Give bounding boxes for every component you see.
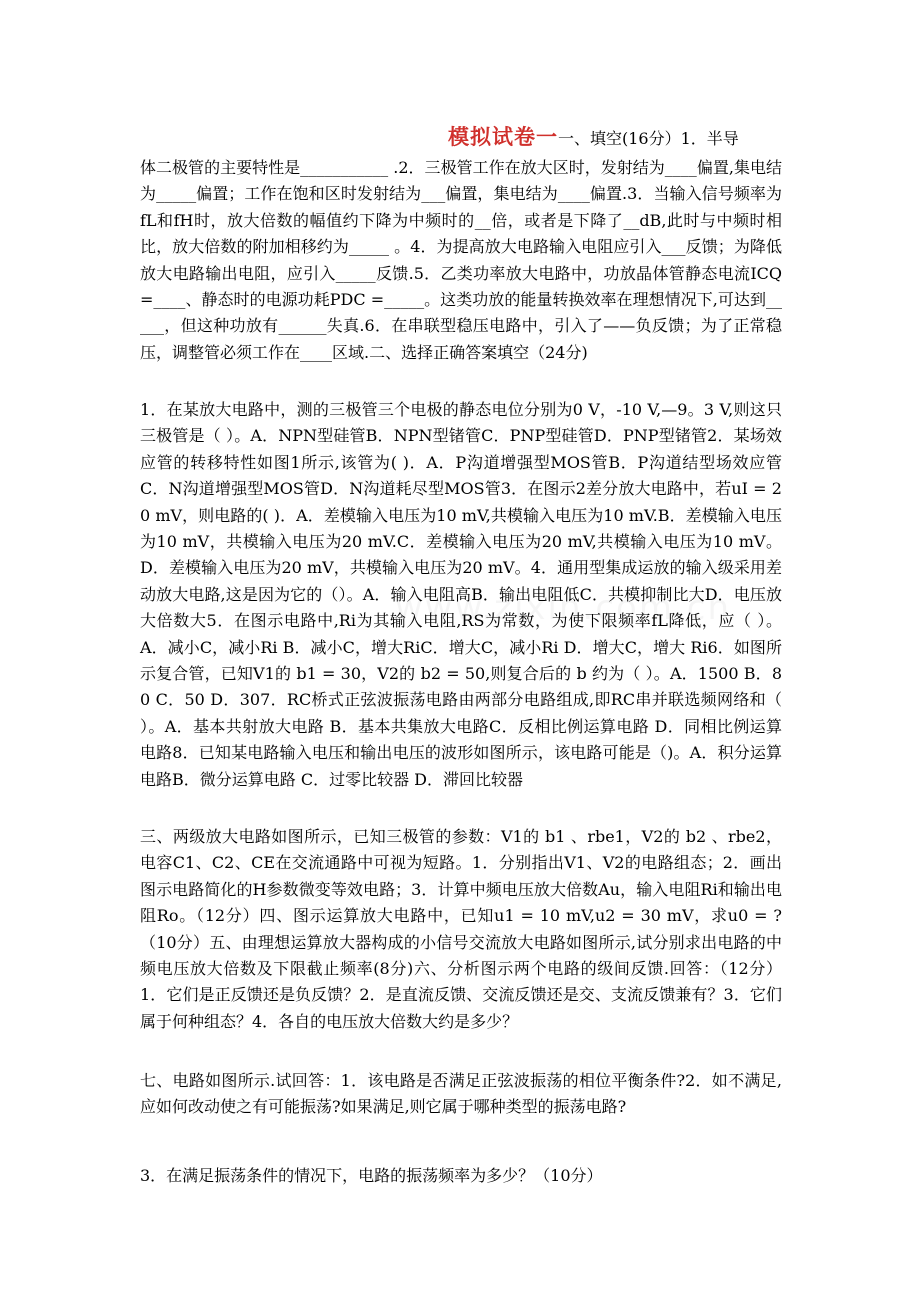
oscillator-question-paragraph: 七、电路如图所示.试回答：1．该电路是否满足正弦波振荡的相位平衡条件?2．如不满足,应如何改动使之有可能振荡?如果满足,则它属于哪种类型的振荡电路? [140, 1071, 782, 1117]
fill-in-blank-paragraph: 体二极管的主要特性是___________ .2．三极管工作在放大区时，发射结为____偏置,集电结为_____偏置；工作在饱和区时发射结为___偏置，集电结为____偏置.3．当输入信号频率为fL和fH时，放大倍数的幅值约下降为中频时的__倍，或者是下降了__dB,此时与中频时相比，放大倍数的附加相移约为_____ 。4．为提高放大电路输入电阻应引入___反馈；为降低放大电路输出电阻，应引入_____反馈.5．乙类功率放大电路中，功放晶体管静态电流ICQ =____、静态时的电源功耗PDC =_____。这类功放的能量转换效率在理想情况下,可达到_____，但这种功放有______失真.6．在串联型稳压电路中，引入了——负反馈；为了正常稳压，调整管必须工作在____区域.二、选择正确答案填空（24分) [140, 158, 782, 362]
section-one-heading: 一、填空(16分）1．半导 [558, 129, 739, 148]
analysis-questions-paragraph: 三、两级放大电路如图所示，已知三极管的参数：V1的 b1 、rbe1，V2的 b2 、rbe2，电容C1、C2、CE在交流通路中可视为短路。1．分别指出V1、V2的电路组态；2．画出图示电路简化的H参数微变等效电路；3．计算中频电压放大倍数Au，输入电阻Ri和输出电阻Ro。（12分）四、图示运算放大电路中，已知u1 = 10 mV,u2 = 30 mV，求u0 = ?（10分）五、由理想运算放大器构成的小信号交流放大电路如图所示,试分别求出电路的中频电压放大倍数及下限截止频率(8分)六、分析图示两个电路的级间反馈.回答：（12分）1．它们是正反馈还是负反馈？2．是直流反馈、交流反馈还是交、支流反馈兼有？3．它们属于何种组态？4．各自的电压放大倍数大约是多少？ [140, 827, 782, 1031]
title-line [448, 122, 739, 154]
oscillation-frequency-paragraph: 3．在满足振荡条件的情况下，电路的振荡频率为多少？（10分） [140, 1166, 603, 1185]
document-title: 模拟试卷一 [448, 125, 558, 149]
multiple-choice-paragraph: 1．在某放大电路中，测的三极管三个电极的静态电位分别为0 V，-10 V,—9。3 V,则这只三极管是（ ）。A．NPN型硅管B．NPN型锗管C．PNP型硅管D．PNP型锗管2．某场效应管的转移特性如图1所示,该管为( )．A．P沟道增强型MOS管B．P沟道结型场效应管C．N沟道增强型MOS管D．N沟道耗尽型MOS管3．在图示2差分放大电路中，若uI = 20 mV，则电路的( )．A．差模输入电压为10 mV,共模输入电压为10 mV.B．差模输入电压为10 mV，共模输入电压为20 mV.C．差模输入电压为20 mV,共模输入电压为10 mV。D．差模输入电压为20 mV，共模输入电压为20 mV。4．通用型集成运放的输入级采用差动放大电路,这是因为它的（）。A．输入电阻高B．输出电阻低C．共模抑制比大D．电压放大倍数大5．在图示电路中,Ri为其输入电阻,RS为常数，为使下限频率fL降低，应（ ）。A．减小C，减小Ri B．减小C，增大RiC．增大C，减小Ri D．增大C，增大 Ri6．如图所示复合管，已知V1的 b1 = 30，V2的 b2 = 50,则复合后的 b 约为（ ）。A．1500 B．80 C．50 D．307．RC桥式正弦波振荡电路由两部分电路组成,即RC串并联选频网络和（ ）。A．基本共射放大电路 B．基本共集放大电路C．反相比例运算电路 D．同相比例运算电路8．已知某电路输入电压和输出电压的波形如图所示，该电路可能是（)。A．积分运算电路B．微分运算电路 C．过零比较器 D．滞回比较器 [140, 400, 782, 789]
